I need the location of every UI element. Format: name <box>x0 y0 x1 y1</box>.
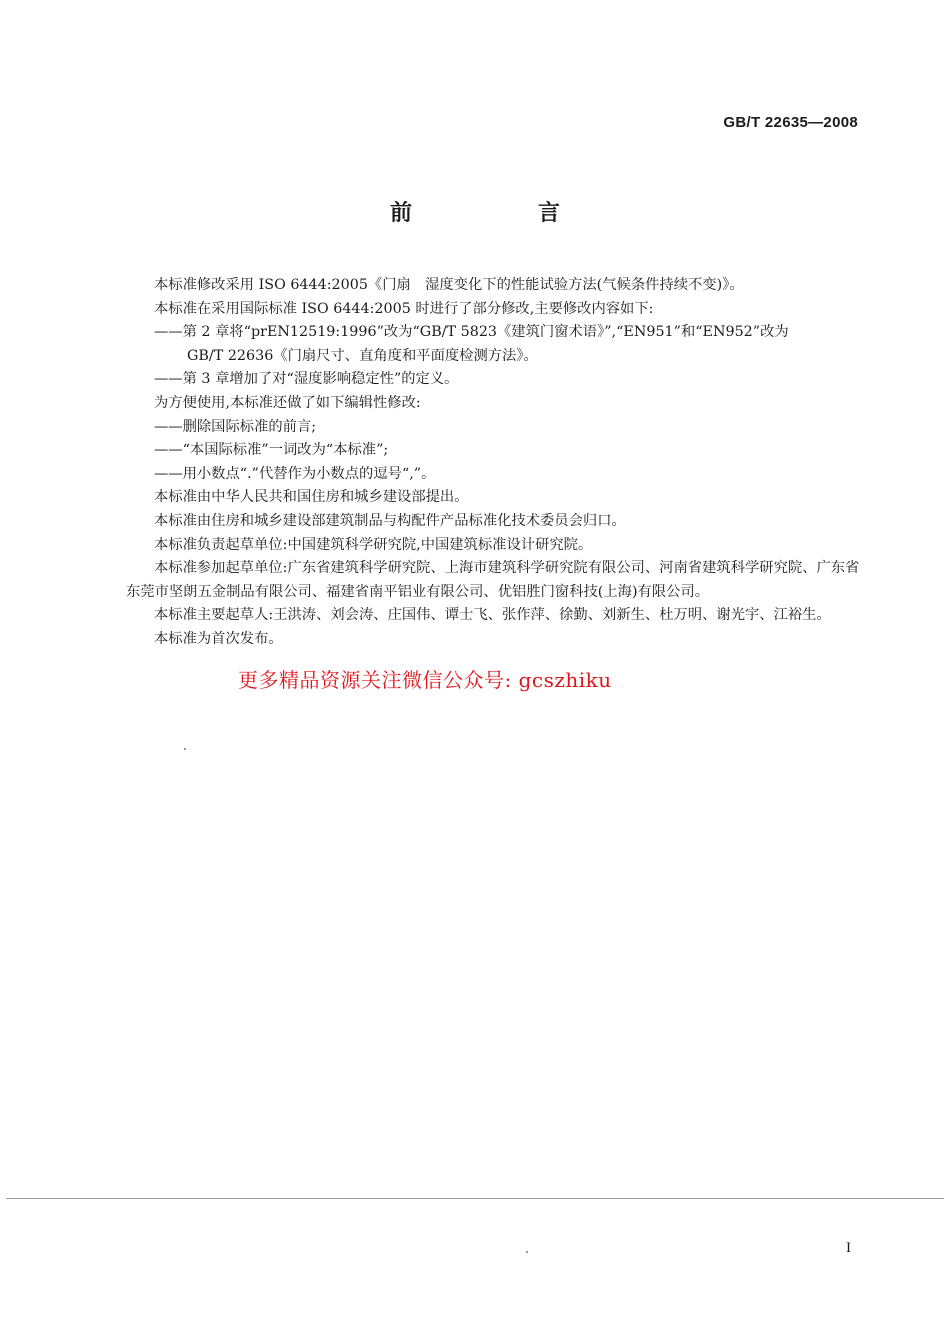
standard-code: GB/T 22635—2008 <box>723 114 858 131</box>
paragraph: 本标准参加起草单位:广东省建筑科学研究院、上海市建筑科学研究院有限公司、河南省建筑科学研究院、广东省东莞市坚朗五金制品有限公司、福建省南平铝业有限公司、优铝胜门窗科技(上海)有限公司。 <box>126 560 860 600</box>
paragraph: 为方便使用,本标准还做了如下编辑性修改: <box>154 394 421 411</box>
paragraph: 本标准修改采用 ISO 6444:2005《门扇 湿度变化下的性能试验方法(气候条件持续不变)》。 <box>154 277 744 293</box>
page-number: I <box>846 1240 851 1256</box>
list-item: ——第 3 章增加了对“湿度影响稳定性”的定义。 <box>154 371 459 388</box>
scan-speck <box>184 748 186 750</box>
paragraph: 本标准由中华人民共和国住房和城乡建设部提出。 <box>154 489 469 506</box>
list-item: ——用小数点“.”代替作为小数点的逗号“,”。 <box>154 465 436 482</box>
list-item-continuation: GB/T 22636《门扇尺寸、直角度和平面度检测方法》。 <box>187 347 538 364</box>
scan-speck <box>526 1251 528 1253</box>
list-item: ——“本国际标准”一词改为“本标准”; <box>154 442 389 459</box>
preface-body <box>126 274 860 652</box>
page-title: 前 言 <box>389 201 612 226</box>
list-item: ——删除国际标准的前言; <box>154 418 317 435</box>
list-item: ——第 2 章将“prEN12519:1996”改为“GB/T 5823《建筑门窗术语》”,“EN951”和“EN952”改为 <box>154 324 789 341</box>
footer-divider <box>6 1198 944 1199</box>
paragraph: 本标准由住房和城乡建设部建筑制品与构配件产品标准化技术委员会归口。 <box>154 512 626 529</box>
paragraph: 本标准主要起草人:王洪涛、刘会涛、庄国伟、谭士飞、张作萍、徐勤、刘新生、杜万明、谢光宇、江裕生。 <box>154 607 831 624</box>
watermark-overlay: 更多精品资源关注微信公众号: gcszhiku <box>238 668 612 692</box>
paragraph: 本标准为首次发布。 <box>154 630 283 647</box>
paragraph: 本标准负责起草单位:中国建筑科学研究院,中国建筑标准设计研究院。 <box>154 536 593 553</box>
paragraph: 本标准在采用国际标准 ISO 6444:2005 时进行了部分修改,主要修改内容如下: <box>154 300 654 317</box>
